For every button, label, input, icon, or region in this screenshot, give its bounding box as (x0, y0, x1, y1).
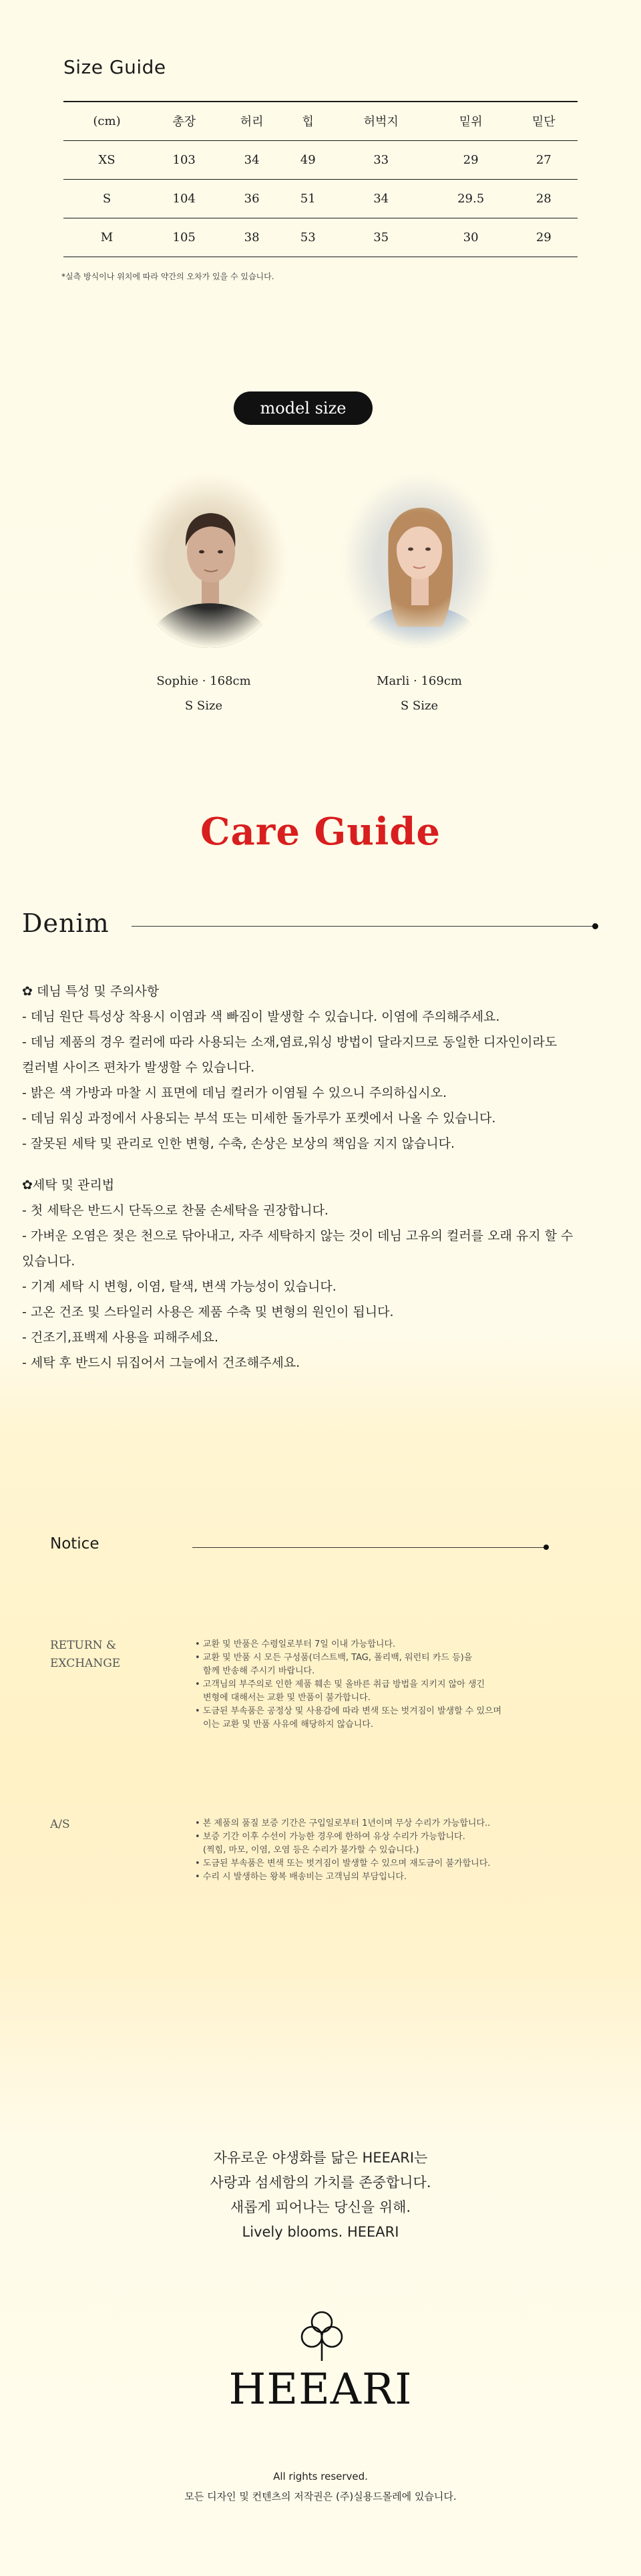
model-photo-sophie (132, 473, 287, 648)
brand-line: 새롭게 피어나는 당신을 위해. (230, 2199, 411, 2215)
caution-line: - 데님 원단 특성상 착용시 이염과 색 빠짐이 발생할 수 있습니다. 이염에 주의해주세요. (22, 1009, 500, 1024)
header-length: 총장 (172, 115, 196, 130)
wash-line: - 첫 세탁은 반드시 단독으로 찬물 손세탁을 권장합니다. (22, 1203, 329, 1218)
model-portrait-image (342, 473, 497, 648)
caution-line: 컬러별 사이즈 편차가 발생할 수 있습니다. (22, 1060, 255, 1075)
notice-line: • 고객님의 부주의로 인한 제품 훼손 및 올바른 취급 방법을 지키지 않아 생긴 (195, 1679, 485, 1689)
copyright-text: 모든 디자인 및 컨텐츠의 저작권은 (주)실용드몰레에 있습니다. (184, 2490, 457, 2503)
brand-line: 자유로운 야생화를 닮은 HEEARI는 (213, 2150, 428, 2166)
wash-heading: ✿세탁 및 관리법 (22, 1178, 115, 1192)
table-cell: XS (98, 152, 116, 167)
table-row (63, 140, 578, 179)
notice-title: Notice (50, 1535, 99, 1553)
model-name-marli: Marli · 169cm (377, 674, 462, 688)
table-cell: 51 (300, 191, 316, 206)
size-note: *실측 방식이나 위치에 따라 약간의 오차가 있을 수 있습니다. (61, 272, 274, 281)
model-size-marli: S Size (400, 699, 439, 713)
return-exchange-label (50, 1637, 120, 1673)
brand-statement (0, 2146, 641, 2245)
table-cell: M (100, 230, 114, 245)
rights-text: All rights reserved. (273, 2470, 368, 2482)
table-cell: 34 (373, 191, 389, 206)
denim-caution-block (22, 979, 623, 1156)
brand-logo-wordmark: HEEARI (228, 2365, 413, 2414)
header-unit: (cm) (93, 114, 121, 128)
header-hip: 힙 (302, 115, 314, 130)
model-photo-marli (342, 473, 497, 648)
notice-line: • 본 제품의 품질 보증 기간은 구입일로부터 1년이며 무상 수리가 가능합니다.. (195, 1818, 491, 1828)
table-cell: 36 (244, 191, 260, 206)
section-divider (132, 926, 595, 927)
table-cell: 30 (463, 230, 479, 245)
wash-line: - 고온 건조 및 스타일러 사용은 제품 수축 및 변형의 원인이 됩니다. (22, 1305, 394, 1319)
size-guide-title: Size Guide (63, 56, 166, 78)
caution-line: - 데님 제품의 경우 컬러에 따라 사용되는 소재,염료,워싱 방법이 달라지므로 동일한 디자인이라도 (22, 1035, 558, 1050)
wash-line: - 세탁 후 반드시 뒤집어서 그늘에서 건조해주세요. (22, 1355, 300, 1370)
table-row (63, 179, 578, 218)
model-size-sophie: S Size (184, 699, 223, 713)
table-cell: 29.5 (457, 191, 485, 206)
table-cell: 27 (536, 152, 552, 167)
table-cell: 35 (373, 230, 389, 245)
header-waist: 허리 (240, 115, 264, 130)
brand-line: 사랑과 섬세함의 가치를 존중합니다. (210, 2175, 431, 2191)
exchange-label-line: EXCHANGE (50, 1657, 121, 1670)
wash-care-block (22, 1172, 623, 1376)
return-label-line: RETURN & (50, 1639, 117, 1652)
table-cell: 105 (172, 230, 196, 245)
table-cell: 49 (300, 152, 316, 167)
footer (0, 2466, 641, 2507)
wash-line: - 기계 세탁 시 변형, 이염, 탈색, 변색 가능성이 있습니다. (22, 1279, 337, 1294)
brand-line: Lively blooms. HEEARI (242, 2224, 399, 2240)
caution-line: - 데님 워싱 과정에서 사용되는 부석 또는 미세한 돌가루가 포켓에서 나올 수 있습니다. (22, 1111, 496, 1126)
notice-divider (192, 1547, 546, 1548)
size-table (63, 101, 578, 257)
as-text (195, 1817, 589, 1884)
as-label: A/S (50, 1818, 70, 1831)
model-portrait-image (132, 473, 287, 648)
caution-line: - 잘못된 세탁 및 관리로 인한 변형, 수축, 손상은 보상의 책임을 지지 않습니다. (22, 1136, 455, 1151)
heeari-flower-logo-icon (292, 2303, 352, 2364)
table-cell: 53 (300, 230, 316, 245)
size-table-header (63, 102, 578, 140)
header-hem: 밑단 (531, 115, 556, 130)
wash-line: 있습니다. (22, 1254, 75, 1269)
denim-section-title: Denim (22, 909, 110, 938)
notice-line: • 교환 및 반품은 수령일로부터 7일 이내 가능합니다. (195, 1639, 396, 1649)
notice-line: 이는 교환 및 반품 사유에 해당하지 않습니다. (203, 1720, 373, 1730)
table-cell: 103 (172, 152, 196, 167)
caution-line: - 밝은 색 가방과 마찰 시 표면에 데님 컬러가 이염될 수 있으니 주의하십시오. (22, 1086, 447, 1100)
header-thigh: 허벅지 (363, 115, 399, 130)
notice-line: 변형에 대해서는 교환 및 반품이 불가합니다. (203, 1693, 371, 1703)
table-row (63, 218, 578, 257)
notice-line: • 보증 기간 이후 수선이 가능한 경우에 한하여 유상 수리가 가능합니다. (195, 1832, 465, 1842)
table-cell: 33 (373, 152, 389, 167)
table-cell: 38 (244, 230, 260, 245)
caution-heading: ✿ 데님 특성 및 주의사항 (22, 984, 160, 999)
notice-line: • 도금된 부속품은 공정상 및 사용감에 따라 변색 또는 벗겨짐이 발생할 수 있으며 (195, 1706, 502, 1716)
care-guide-title: Care Guide (200, 810, 441, 854)
notice-line: • 수리 시 발생하는 왕복 배송비는 고객님의 부담입니다. (195, 1872, 407, 1882)
table-cell: 28 (536, 191, 552, 206)
table-cell: 104 (172, 191, 196, 206)
notice-line: 함께 반송해 주시기 바랍니다. (203, 1666, 315, 1676)
table-cell: 29 (463, 152, 479, 167)
notice-line: • 교환 및 반품 시 모든 구성품(더스트백, TAG, 폴리백, 워런티 카드 등)을 (195, 1653, 473, 1663)
notice-line: • 도금된 부속품은 변색 또는 벗겨짐이 발생할 수 있으며 재도금이 불가합니다. (195, 1859, 491, 1869)
wash-line: - 건조기,표백제 사용을 피해주세요. (22, 1330, 219, 1345)
divider-dot (592, 923, 598, 929)
model-size-badge: model size (234, 391, 373, 425)
table-cell: 34 (244, 152, 260, 167)
wash-line: - 가벼운 오염은 젖은 천으로 닦아내고, 자주 세탁하지 않는 것이 데님 고유의 컬러를 오래 유지 할 수 (22, 1229, 574, 1243)
model-name-sophie: Sophie · 168cm (156, 674, 251, 688)
table-cell: S (102, 191, 112, 206)
table-cell: 29 (536, 230, 552, 245)
return-exchange-text (195, 1638, 589, 1732)
header-rise: 밑위 (459, 115, 483, 130)
divider-dot (544, 1545, 549, 1550)
notice-line: (찍힘, 마모, 이염, 오염 등은 수리가 불가할 수 있습니다.) (203, 1845, 419, 1855)
